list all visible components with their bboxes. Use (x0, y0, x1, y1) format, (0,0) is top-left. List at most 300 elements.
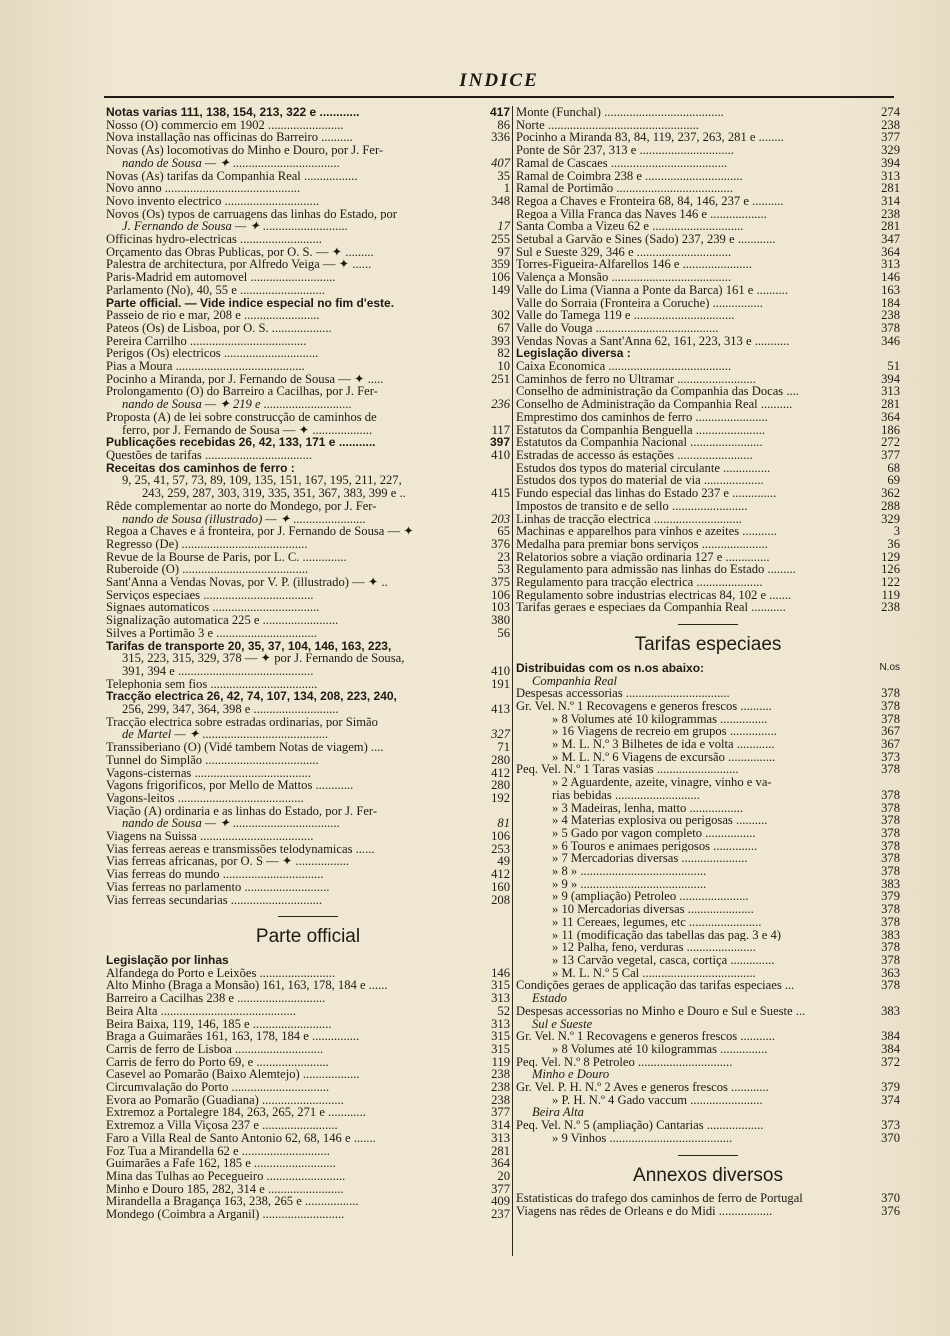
index-entry (516, 309, 900, 322)
index-entry (516, 551, 900, 564)
entry-page-number: 203 (491, 511, 510, 526)
entry-page-number: 359 (491, 257, 510, 272)
entry-text: Valle do Tamega 119 e ................................ (516, 309, 735, 322)
entry-text: » 12 Palha, feno, verduras ...................... (552, 941, 756, 954)
index-entry (516, 601, 900, 614)
entry-text: » 16 Viagens de recreio em grupos ............... (552, 725, 777, 739)
index-entry (106, 1056, 510, 1069)
index-entry (106, 640, 510, 653)
entry-page-number: 377 (881, 130, 900, 145)
right-column (516, 106, 900, 1218)
entry-text: Vendas Novas a Sant'Anna 62, 161, 223, 313 e ........... (516, 334, 790, 348)
entry-text: Regoa a Villa Franca das Naves 146 e .................. (516, 207, 767, 221)
entry-text: Beira Alta ........................................... (106, 1004, 296, 1018)
entry-page-number: 370 (881, 1191, 900, 1206)
entry-page-number: 1 (503, 181, 510, 196)
entry-text: Despesas accessorias no Minho e Douro e Sul e Sueste ... (516, 1004, 806, 1018)
entry-text: » 9 Vinhos ....................................... (552, 1131, 733, 1145)
entry-page-number: 367 (881, 737, 900, 752)
section-rule (678, 1155, 738, 1156)
entry-text: Regoa a Chaves e á fronteira, por J. Fernando de Sousa — ✦ (106, 525, 414, 538)
numbers-header: N.os (879, 661, 900, 673)
entry-text: Legislação diversa : (516, 347, 631, 361)
entry-page-number: 281 (881, 181, 900, 196)
index-entry (106, 614, 510, 627)
entry-text: Serviços especiaes ................................... (106, 588, 314, 602)
annexos-title: Annexos diversos (633, 1164, 783, 1186)
entry-page-number: 313 (881, 384, 900, 399)
entry-text: Pateos (Os) de Lisboa, por O. S. ................... (106, 321, 332, 335)
entry-text: Setubal a Garvão e Sines (Sado) 237, 239 e ............ (516, 233, 776, 246)
index-entry (516, 525, 900, 538)
entry-text: Faro a Villa Real de Santo Antonio 62, 68, 146 e ....... (106, 1131, 376, 1145)
index-entry (106, 309, 510, 322)
index-entry (516, 258, 900, 271)
entry-text: Ramal de Coimbra 238 e ............................... (516, 169, 743, 183)
entry-page-number: 315 (491, 1041, 510, 1056)
index-entry (516, 929, 900, 942)
entry-page-number: 379 (881, 1080, 900, 1095)
index-entry (106, 1005, 510, 1018)
index-entry (106, 728, 510, 741)
entry-text: Tunnel do Simplão .................................... (106, 753, 319, 767)
entry-text: Pocinho a Miranda 83, 84, 119, 237, 263, 281 e ........ (516, 131, 784, 145)
entry-text: Rêde complementar ao norte do Mondego, por J. Fer- (106, 499, 377, 513)
entry-page-number: 336 (491, 130, 510, 145)
entry-text: Companhia Real (532, 674, 618, 688)
entry-text: Ponte de Sôr 237, 313 e .............................. (516, 144, 734, 157)
index-entry (516, 890, 900, 903)
index-entry (516, 322, 900, 335)
entry-page-number: 417 (489, 105, 510, 119)
entry-text: Regulamento sobre industrias electricas 84, 102 e ....... (516, 588, 792, 602)
entry-text: Regoa a Chaves e Fronteira 68, 84, 146, 237 e .......... (516, 194, 784, 208)
tarifas-list (516, 675, 900, 1145)
entry-text: 315, 223, 315, 329, 378 — ✦ por J. Fernando de Sousa, (122, 652, 405, 665)
entry-page-number: 314 (491, 1118, 510, 1133)
entry-page-number: 415 (491, 486, 510, 501)
index-entry (516, 373, 900, 386)
legislacao-heading: Legislação por linhas (106, 954, 229, 967)
entry-page-number: 20 (497, 1168, 510, 1183)
entry-text: Novo anno ........................................... (106, 182, 301, 195)
entry-text: Santa Comba a Vizeu 62 e ............................. (516, 220, 744, 234)
index-entry (106, 678, 510, 691)
entry-page-number: 377 (491, 1181, 510, 1196)
entry-text: Despesas accessorias ................................. (516, 687, 730, 700)
entry-text: » 11 Cereaes, legumes, etc ....................... (552, 915, 762, 929)
index-entry (516, 144, 900, 157)
index-entry (106, 436, 510, 449)
entry-page-number: 378 (881, 686, 900, 701)
entry-text: Vias ferreas africanas, por O. S — ✦ ................. (106, 855, 350, 869)
entry-page-number: 238 (491, 1092, 510, 1107)
entry-page-number: 251 (491, 371, 510, 386)
entry-text: Nova installação nas officinas do Barreiro .......... (106, 131, 353, 145)
entry-page-number: 184 (881, 295, 900, 310)
index-entry (516, 1043, 900, 1056)
entry-page-number: 376 (491, 536, 510, 551)
entry-page-number: 103 (491, 600, 510, 615)
entry-page-number: 364 (881, 409, 900, 424)
entry-text: Carris de ferro de Lisboa ............................ (106, 1042, 324, 1056)
entry-text: Extremoz a Villa Viçosa 237 e ........................ (106, 1119, 338, 1132)
index-entry (516, 335, 900, 348)
entry-page-number: 314 (881, 193, 900, 208)
entry-text: Notas varias 111, 138, 154, 213, 322 e ............ (106, 106, 360, 119)
entry-text: Extremoz a Portalegre 184, 263, 265, 271 e ............ (106, 1106, 366, 1120)
entry-text: Viação (A) ordinaria e as linhas do Estado, por J. Fer- (106, 804, 378, 818)
entry-text: Silves a Portimão 3 e ................................ (106, 626, 317, 640)
entry-page-number: 237 (491, 1207, 510, 1222)
index-entry (106, 1081, 510, 1094)
index-entry (106, 360, 510, 373)
index-entry (106, 195, 510, 208)
entry-page-number: 373 (881, 749, 900, 764)
entry-page-number: 313 (881, 168, 900, 183)
index-entry (106, 258, 510, 271)
index-entry (106, 690, 510, 703)
entry-text: Pereira Carrilho ..................................... (106, 334, 307, 348)
index-entry (516, 967, 900, 980)
entry-text: Monte (Funchal) ...................................... (516, 106, 724, 119)
entry-text: 391, 394 e ........................................... (122, 664, 314, 678)
section-rule (278, 916, 338, 917)
entry-page-number: 384 (881, 1029, 900, 1044)
index-entry (516, 776, 900, 789)
entry-text: Passeio de rio e mar, 208 e ........................ (106, 309, 320, 322)
entry-page-number: 106 (491, 587, 510, 602)
entry-page-number: 238 (491, 1067, 510, 1082)
entry-text: » 9 (ampliação) Petroleo ...................... (552, 890, 749, 904)
entry-page-number: 122 (881, 575, 900, 590)
entry-text: Braga a Guimarães 161, 163, 178, 184 e ............... (106, 1030, 360, 1043)
entry-page-number: 383 (881, 1003, 900, 1018)
entry-page-number: 97 (497, 244, 510, 259)
entry-text: ferro, por J. Fernando de Sousa — ✦ ................... (122, 423, 373, 437)
entry-text: Evora ao Pomarão (Guadiana) .......................... (106, 1093, 344, 1107)
left-index-list (106, 106, 510, 906)
entry-page-number: 119 (491, 1054, 510, 1069)
entry-page-number: 315 (491, 1029, 510, 1044)
entry-page-number: 383 (881, 927, 900, 942)
entry-text: Orçamento das Obras Publicas, por O. S. — ✦ ......... (106, 245, 374, 259)
index-entry (516, 1081, 900, 1094)
entry-text: Officinas hydro-electricas .......................... (106, 233, 322, 246)
entry-text: Mirandella a Bragança 163, 238, 265 e ................. (106, 1195, 359, 1209)
index-entry (516, 411, 900, 424)
index-entry (516, 513, 900, 526)
entry-text: Questões de tarifas .................................. (106, 448, 313, 462)
entry-text: » 3 Madeiras, lenha, matto ................. (552, 801, 743, 815)
entry-text: Regresso (De) ........................................ (106, 537, 308, 551)
index-entry (516, 713, 900, 726)
entry-page-number: 394 (881, 371, 900, 386)
entry-text: Fundo especial das linhas do Estado 237 e .............. (516, 487, 777, 500)
index-entry (516, 738, 900, 751)
index-entry (516, 563, 900, 576)
index-entry (516, 398, 900, 411)
index-entry (106, 411, 510, 424)
index-entry (106, 271, 510, 284)
entry-page-number: 373 (881, 1118, 900, 1133)
entry-page-number: 69 (887, 473, 900, 488)
entry-text: Novas (As) locomotivas do Minho e Douro, por J. Fer- (106, 144, 384, 157)
index-entry (106, 513, 510, 526)
entry-text: de Martel — ✦ ........................................ (122, 728, 329, 742)
index-entry (516, 1192, 900, 1205)
index-entry (106, 1145, 510, 1158)
index-entry (106, 284, 510, 297)
index-entry (516, 424, 900, 437)
index-entry (106, 1094, 510, 1107)
entry-page-number: 186 (881, 422, 900, 437)
entry-page-number: 313 (491, 1130, 510, 1145)
index-entry (516, 1030, 900, 1043)
entry-text: Telephonia sem fios .................................. (106, 677, 318, 691)
entry-page-number: 35 (497, 168, 510, 183)
entry-text: Regulamento para tracção electrica ..................... (516, 576, 763, 589)
entry-page-number: 191 (491, 676, 510, 691)
entry-page-number: 378 (881, 787, 900, 802)
index-entry (106, 551, 510, 564)
entry-text: Linhas de tracção electrica ............................ (516, 512, 742, 526)
index-entry (516, 271, 900, 284)
index-entry (516, 725, 900, 738)
entry-page-number: 372 (881, 1054, 900, 1069)
entry-text: Ramal de Portimão ..................................... (516, 182, 733, 195)
entry-text: Beira Alta (532, 1106, 584, 1120)
entry-page-number: 53 (497, 562, 510, 577)
entry-text: Estudos dos typos do material circulante ............... (516, 461, 771, 475)
index-entry (106, 830, 510, 843)
entry-page-number: 378 (881, 914, 900, 929)
entry-text: Gr. Vel. P. H. N.º 2 Aves e generos frescos ............ (516, 1081, 769, 1094)
entry-page-number: 160 (491, 879, 510, 894)
entry-page-number: 238 (881, 308, 900, 323)
entry-text: » 5 Gado por vagon completo ................ (552, 826, 756, 840)
entry-page-number: 119 (881, 587, 900, 602)
page-title: INDICE (459, 70, 539, 91)
entry-text: Torres-Figueira-Alfarellos 146 e ...................... (516, 258, 752, 272)
entry-page-number: 51 (887, 359, 900, 374)
index-entry (106, 1018, 510, 1031)
index-entry (106, 1030, 510, 1043)
entry-text: Estatisticas do trafego dos caminhos de ferro de Portugal (516, 1192, 803, 1205)
entry-text: Valle do Vouga ....................................... (516, 321, 719, 335)
entry-page-number: 117 (491, 422, 510, 437)
entry-page-number: 380 (491, 613, 510, 628)
entry-text: Mondego (Coimbra a Arganil) .......................... (106, 1208, 345, 1221)
entry-text: Circumvalação do Porto ............................... (106, 1081, 330, 1094)
entry-text: Novos (Os) typos de carruagens das linhas do Estado, por (106, 207, 397, 221)
entry-page-number: 363 (881, 965, 900, 980)
entry-text: Caixa Economica ....................................... (516, 360, 732, 373)
entry-text: Peq. Vel. N.º 1 Taras vasias .......................... (516, 763, 739, 777)
index-entry (106, 1068, 510, 1081)
index-entry (516, 789, 900, 802)
index-entry (106, 894, 510, 907)
entry-page-number: 288 (881, 498, 900, 513)
index-entry (516, 1132, 900, 1145)
entry-text: rias bebidas ........................... (552, 788, 700, 802)
entry-text: Norte ................................................ (516, 118, 699, 132)
index-entry (106, 170, 510, 183)
entry-page-number: 281 (491, 1143, 510, 1158)
entry-page-number: 394 (881, 155, 900, 170)
entry-text: Signaes automaticos .................................. (106, 601, 320, 615)
entry-page-number: 146 (881, 270, 900, 285)
index-entry (516, 436, 900, 449)
entry-text: » 8 Volumes até 10 kilogrammas ............... (552, 712, 768, 726)
entry-text: » M. L. N.º 6 Viagens de excursão ............... (552, 750, 776, 764)
entry-page-number: 378 (881, 320, 900, 335)
index-entry (106, 1170, 510, 1183)
index-entry (106, 855, 510, 868)
index-entry (516, 802, 900, 815)
entry-text: Sant'Anna a Vendas Novas, por V. P. (illustrado) — ✦ .. (106, 576, 388, 589)
page-header (104, 66, 894, 98)
index-entry (516, 220, 900, 233)
entry-page-number: 364 (881, 244, 900, 259)
index-entry (106, 1208, 510, 1221)
index-entry (106, 538, 510, 551)
entry-text: Publicações recebidas 26, 42, 133, 171 e ........... (106, 436, 376, 449)
entry-text: Viagens nas rêdes de Orleans e do Midi ................. (516, 1204, 773, 1218)
entry-text: » M. L. N.º 3 Bilhetes de ida e volta ............ (552, 738, 775, 751)
index-entry (106, 1132, 510, 1145)
entry-page-number: 393 (491, 333, 510, 348)
entry-page-number: 410 (491, 447, 510, 462)
entry-text: » 11 (modificação das tabellas das pag. 3 e 4) (552, 928, 781, 942)
entry-text: 243, 259, 287, 303, 319, 335, 351, 367, 383, 399 e .. (142, 487, 406, 500)
entry-text: Beira Baixa, 119, 146, 185 e ......................... (106, 1017, 332, 1031)
entry-text: Prolongamento (O) do Barreiro a Cacilhas, por J. Fer- (106, 385, 378, 399)
index-entry (516, 195, 900, 208)
entry-page-number: 362 (881, 486, 900, 501)
entry-text: Valle do Sorraia (Fronteira a Coruche) ................ (516, 296, 763, 310)
index-entry (516, 385, 900, 398)
index-entry (516, 814, 900, 827)
entry-text: Peq. Vel. N.º 8 Petroleo .............................. (516, 1055, 733, 1069)
entry-text: Transsiberiano (O) (Vidé tambem Notas de viagem) .... (106, 741, 384, 754)
entry-text: Gr. Vel. N.º 1 Recovagens e generos frescos ........... (516, 1030, 775, 1043)
index-entry (106, 979, 510, 992)
index-entry (516, 284, 900, 297)
entry-text: » P. H. N.º 4 Gado vaccum ....................... (552, 1093, 763, 1107)
entry-text: Sul e Sueste (532, 1017, 593, 1031)
index-entry (106, 500, 510, 513)
entry-text: Conselho de administração da Companhia das Docas .... (516, 385, 799, 399)
index-entry (106, 967, 510, 980)
entry-page-number: 313 (881, 257, 900, 272)
index-entry (106, 665, 510, 678)
entry-page-number: 378 (881, 902, 900, 917)
entry-page-number: 397 (489, 435, 510, 450)
entry-page-number: 82 (497, 346, 510, 361)
index-entry (516, 182, 900, 195)
index-entry (516, 297, 900, 310)
entry-page-number: 106 (491, 270, 510, 285)
index-entry (516, 675, 900, 688)
entry-text: Gr. Vel. N.º 1 Recovagens e generos frescos .......... (516, 699, 772, 713)
index-entry (516, 1106, 900, 1119)
entry-text: Estradas de accesso ás estações ........................ (516, 448, 753, 462)
entry-text: Receitas dos caminhos de ferro : (106, 461, 295, 475)
index-entry (516, 119, 900, 132)
index-entry (516, 131, 900, 144)
index-entry (106, 652, 510, 665)
entry-text: Novo invento electrico .............................. (106, 194, 320, 208)
index-entry (106, 1157, 510, 1170)
entry-page-number: 379 (881, 889, 900, 904)
entry-page-number: 347 (881, 232, 900, 247)
entry-page-number: 378 (881, 838, 900, 853)
index-entry (106, 843, 510, 856)
entry-page-number: 327 (491, 727, 510, 742)
entry-page-number: 281 (881, 219, 900, 234)
entry-text: Ramal de Cascaes ..................................... (516, 156, 728, 170)
entry-page-number: 384 (881, 1041, 900, 1056)
entry-text: Alfandega do Porto e Leixões ........................ (106, 966, 336, 980)
index-entry (106, 398, 510, 411)
entry-text: » 6 Touros e animaes perigosos .............. (552, 839, 758, 853)
entry-text: » 8 » ........................................ (552, 865, 707, 878)
index-entry (106, 246, 510, 259)
entry-page-number: 348 (491, 193, 510, 208)
entry-text: J. Fernando de Sousa — ✦ ........................... (122, 220, 349, 234)
parte-official-title: Parte official (255, 926, 361, 948)
entry-page-number: 67 (497, 320, 510, 335)
index-entry (516, 1119, 900, 1132)
index-entry (106, 449, 510, 462)
entry-text: Estado (532, 992, 567, 1005)
section-rule (678, 624, 738, 625)
entry-page-number: 364 (491, 1156, 510, 1171)
index-entry (516, 1056, 900, 1069)
entry-text: Caminhos de ferro no Ultramar ......................... (516, 372, 756, 386)
entry-page-number: 253 (491, 841, 510, 856)
entry-text: 9, 25, 41, 57, 73, 89, 109, 135, 151, 167, 195, 211, 227, (122, 474, 402, 488)
entry-page-number: 106 (491, 829, 510, 844)
entry-page-number: 274 (881, 105, 900, 119)
entry-page-number: 383 (881, 876, 900, 891)
index-entry (106, 601, 510, 614)
entry-text: Vias ferreas no parlamento ........................... (106, 880, 330, 894)
index-entry (106, 1043, 510, 1056)
entry-text: Impostos de transito e de sello ........................ (516, 499, 748, 513)
index-entry (106, 792, 510, 805)
entry-page-number: 407 (491, 155, 510, 170)
entry-page-number: 65 (497, 524, 510, 539)
entry-page-number: 272 (881, 435, 900, 450)
index-entry (106, 106, 510, 119)
entry-page-number: 409 (491, 1194, 510, 1209)
index-entry (106, 119, 510, 132)
index-entry (106, 525, 510, 538)
entry-text: Valle do Lima (Vianna a Ponte da Barca) 161 e .......... (516, 283, 789, 297)
index-entry (106, 817, 510, 830)
entry-text: Condições geraes de applicação das tarifas especiaes ... (516, 979, 795, 993)
entry-page-number: 255 (491, 232, 510, 247)
entry-text: Viagens na Suissa .................................... (106, 830, 314, 843)
entry-text: Revue de la Bourse de Paris, por L. C. .............. (106, 550, 347, 564)
entry-page-number: 367 (881, 724, 900, 739)
index-entry (106, 424, 510, 437)
entry-text: Mina das Tulhas ao Pecegueiro ......................... (106, 1169, 346, 1183)
entry-page-number: 238 (881, 117, 900, 132)
entry-page-number: 378 (881, 851, 900, 866)
